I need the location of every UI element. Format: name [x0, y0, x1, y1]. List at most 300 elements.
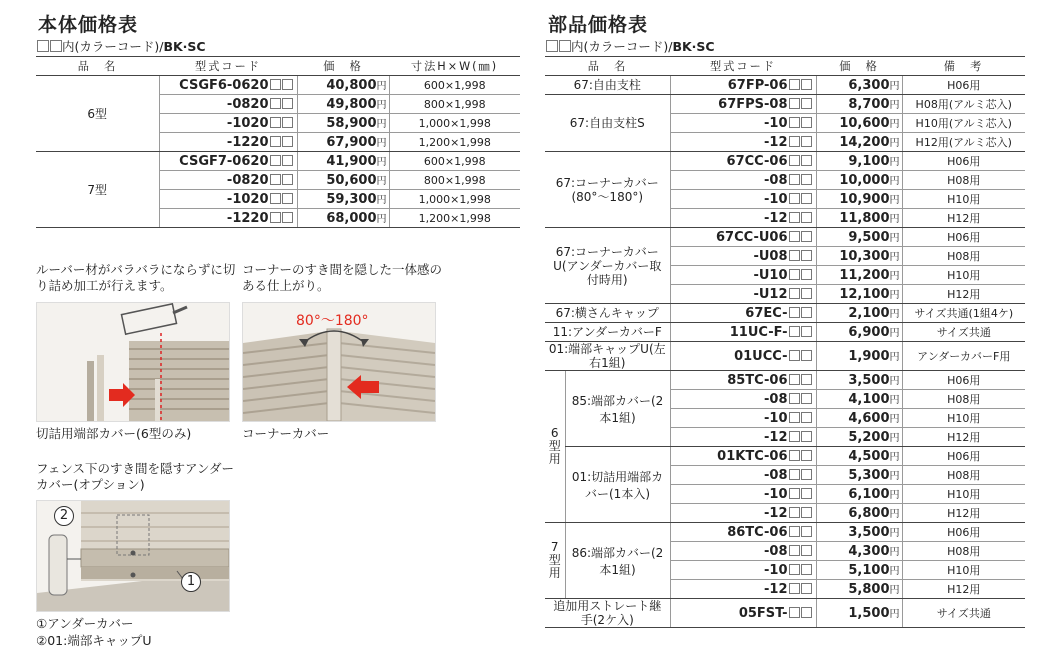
yen-unit: 円 — [889, 176, 900, 187]
group-name: 67:コーナーカバーU(アンダーカバー取付時用) — [545, 228, 670, 304]
price-cell — [816, 76, 902, 95]
model-code-text: -12 — [764, 134, 788, 150]
price-value: 59,300 — [326, 192, 377, 207]
model-code-text: -U08 — [753, 248, 788, 264]
angle-label-holder — [80, 306, 200, 326]
color-box-icon — [789, 412, 800, 423]
color-box-icon — [801, 469, 812, 480]
table-row — [545, 323, 1025, 342]
color-box-icon — [801, 155, 812, 166]
yen-unit: 円 — [889, 547, 900, 558]
model-code-cell — [670, 428, 816, 447]
color-box-icon — [789, 212, 800, 223]
price-value: 2,100 — [848, 306, 890, 321]
model-code-text: 11UC-F- — [729, 324, 788, 340]
price-value: 3,500 — [848, 373, 890, 388]
color-box-icon — [789, 488, 800, 499]
parts-color-code-note: 内(カラーコード)/BK·SC — [545, 37, 1023, 57]
model-code-cell — [670, 114, 816, 133]
model-code-text: -10 — [764, 191, 788, 207]
color-box-icon — [801, 564, 812, 575]
price-cell — [816, 304, 902, 323]
remarks-cell: H06用 — [902, 447, 1025, 466]
remarks-cell: H08用 — [902, 390, 1025, 409]
price-value: 11,200 — [839, 268, 890, 283]
price-cell — [816, 371, 902, 390]
model-code-cell — [670, 371, 816, 390]
model-code-cell — [159, 114, 297, 133]
model-code-cell — [670, 76, 816, 95]
table-row — [545, 447, 1025, 466]
model-code-cell — [670, 152, 816, 171]
group-name: 67:自由支柱S — [545, 95, 670, 152]
price-value: 5,100 — [848, 563, 890, 578]
yen-unit: 円 — [889, 138, 900, 149]
table-row — [545, 95, 1025, 114]
group-name: 85:端部カバー(2本1組) — [565, 371, 670, 447]
price-cell — [816, 152, 902, 171]
remarks-cell: H10用 — [902, 190, 1025, 209]
yen-unit: 円 — [889, 157, 900, 168]
table-row — [545, 342, 1025, 371]
model-code-cell — [159, 171, 297, 190]
model-code-text: CSGF6-0620 — [179, 77, 269, 93]
color-box-icon — [801, 212, 812, 223]
model-code-cell — [670, 190, 816, 209]
price-value: 9,500 — [848, 230, 890, 245]
color-box-icon — [789, 564, 800, 575]
group-name: 67:横さんキャップ — [545, 304, 670, 323]
cut-cover-caption: 切詰用端部カバー(6型のみ) — [36, 426, 192, 441]
parts-price-title: 部品価格表 — [548, 14, 649, 36]
color-box-icon — [789, 307, 800, 318]
model-code-cell — [159, 190, 297, 209]
remarks-cell: H10用(アルミ芯入) — [902, 114, 1025, 133]
model-code-text: 67FPS-08 — [718, 96, 788, 112]
model-code-text: -U10 — [753, 267, 788, 283]
color-box-icon — [801, 583, 812, 594]
model-code-text: -08 — [764, 391, 788, 407]
price-cell — [816, 228, 902, 247]
price-cell — [816, 323, 902, 342]
remarks-cell: H08用 — [902, 247, 1025, 266]
color-box-icon — [801, 526, 812, 537]
yen-unit: 円 — [889, 271, 900, 282]
group-name: 67:コーナーカバー(80°〜180°) — [545, 152, 670, 228]
price-value: 10,900 — [839, 192, 890, 207]
color-box-icon — [789, 583, 800, 594]
price-value: 5,200 — [848, 430, 890, 445]
model-code-text: -10 — [764, 486, 788, 502]
price-value: 4,100 — [848, 392, 890, 407]
color-box-icon — [801, 269, 812, 280]
color-box-icon — [270, 117, 281, 128]
model-code-cell — [670, 599, 816, 628]
color-box-icon — [789, 98, 800, 109]
yen-unit: 円 — [889, 100, 900, 111]
size-cell: 800×1,998 — [389, 171, 520, 190]
size-cell: 600×1,998 — [389, 76, 520, 95]
price-value: 3,500 — [848, 525, 890, 540]
price-cell — [816, 599, 902, 628]
header-remarks: 備 考 — [902, 57, 1025, 76]
color-box-icon — [270, 155, 281, 166]
header-product-name: 品 名 — [36, 57, 159, 76]
price-value: 1,900 — [848, 349, 890, 364]
yen-unit: 円 — [889, 528, 900, 539]
main-color-code-note: 内(カラーコード)/BK·SC — [36, 37, 518, 57]
yen-unit: 円 — [889, 566, 900, 577]
model-code-cell — [670, 447, 816, 466]
table-row — [545, 304, 1025, 323]
color-box-icon — [282, 155, 293, 166]
model-code-text: -10 — [764, 115, 788, 131]
model-code-cell — [670, 523, 816, 542]
remarks-cell: H06用 — [902, 371, 1025, 390]
color-box-icon — [282, 193, 293, 204]
model-code-cell — [159, 152, 297, 171]
price-cell — [297, 190, 389, 209]
price-value: 4,500 — [848, 449, 890, 464]
model-code-cell — [670, 504, 816, 523]
model-code-cell — [670, 304, 816, 323]
price-cell — [816, 409, 902, 428]
label-one-marker: 1 — [181, 572, 201, 592]
price-value: 6,900 — [848, 325, 890, 340]
color-box-icon — [270, 79, 281, 90]
model-code-cell — [670, 561, 816, 580]
color-box-icon — [789, 507, 800, 518]
remarks-cell: H06用 — [902, 228, 1025, 247]
model-code-text: -12 — [764, 210, 788, 226]
size-cell: 1,000×1,998 — [389, 114, 520, 133]
price-cell — [816, 561, 902, 580]
yen-unit: 円 — [889, 233, 900, 244]
remarks-cell: H08用 — [902, 171, 1025, 190]
price-cell — [816, 504, 902, 523]
color-box-icon — [789, 136, 800, 147]
feature-corner-text: コーナーのすき間を隠した一体感のある仕上がり。 — [242, 262, 443, 293]
color-box-icon — [789, 431, 800, 442]
model-code-cell — [670, 409, 816, 428]
header-product-name: 品 名 — [545, 57, 670, 76]
legend-under-cover: ①アンダーカバー — [36, 616, 134, 631]
price-value: 10,300 — [839, 249, 890, 264]
yen-unit: 円 — [889, 471, 900, 482]
price-cell — [816, 342, 902, 371]
model-code-cell — [159, 209, 297, 228]
group-name: 追加用ストレート継手(2ケ入) — [545, 599, 670, 628]
price-cell — [816, 542, 902, 561]
yen-unit: 円 — [889, 585, 900, 596]
color-box-icon — [789, 250, 800, 261]
remarks-cell: H08用 — [902, 542, 1025, 561]
model-code-text: 67CC-06 — [726, 153, 788, 169]
table-row — [545, 76, 1025, 95]
header-model-code: 型式コード — [670, 57, 816, 76]
color-box-icon — [801, 307, 812, 318]
header-price: 価 格 — [816, 57, 902, 76]
color-box-icon — [801, 545, 812, 556]
color-box-icon — [801, 117, 812, 128]
model-code-text: -U12 — [753, 286, 788, 302]
model-code-cell — [670, 266, 816, 285]
price-cell — [816, 133, 902, 152]
yen-unit: 円 — [376, 195, 387, 206]
color-box-icon — [789, 117, 800, 128]
price-cell — [816, 266, 902, 285]
model-code-text: -1220 — [226, 210, 269, 226]
remarks-cell: H12用 — [902, 580, 1025, 599]
yen-unit: 円 — [889, 81, 900, 92]
group-name: 6型 — [36, 76, 159, 152]
model-code-cell — [670, 133, 816, 152]
price-value: 67,900 — [326, 135, 377, 150]
yen-unit: 円 — [889, 490, 900, 501]
model-code-text: CSGF7-0620 — [179, 153, 269, 169]
model-code-text: -08 — [764, 543, 788, 559]
color-box-icon — [801, 193, 812, 204]
price-value: 41,900 — [326, 154, 377, 169]
model-code-cell — [159, 133, 297, 152]
price-value: 1,500 — [848, 606, 890, 621]
color-box-icon — [801, 412, 812, 423]
model-code-cell — [670, 95, 816, 114]
color-box-icon — [789, 469, 800, 480]
price-cell — [816, 447, 902, 466]
remarks-cell: H10用 — [902, 561, 1025, 580]
yen-unit: 円 — [889, 195, 900, 206]
remarks-cell: H10用 — [902, 266, 1025, 285]
yen-unit: 円 — [376, 100, 387, 111]
color-box-icon — [789, 393, 800, 404]
color-box-icon — [559, 40, 571, 52]
size-cell: 1,000×1,998 — [389, 190, 520, 209]
color-box-icon — [282, 117, 293, 128]
model-code-text: 85TC-06 — [727, 372, 788, 388]
yen-unit: 円 — [376, 119, 387, 130]
color-box-icon — [789, 374, 800, 385]
price-value: 10,000 — [839, 173, 890, 188]
table-row — [545, 228, 1025, 247]
price-value: 49,800 — [326, 97, 377, 112]
yen-unit: 円 — [376, 214, 387, 225]
model-code-cell — [670, 171, 816, 190]
price-value: 5,800 — [848, 582, 890, 597]
color-box-icon — [50, 40, 62, 52]
price-cell — [297, 209, 389, 228]
table-row — [545, 371, 1025, 390]
yen-unit: 円 — [376, 138, 387, 149]
remarks-cell: H12用 — [902, 209, 1025, 228]
price-cell — [816, 171, 902, 190]
color-box-icon — [801, 507, 812, 518]
color-box-icon — [801, 374, 812, 385]
model-code-cell — [670, 209, 816, 228]
price-cell — [816, 285, 902, 304]
price-value: 4,300 — [848, 544, 890, 559]
color-box-icon — [789, 526, 800, 537]
remarks-cell: サイズ共通 — [902, 323, 1025, 342]
size-cell: 600×1,998 — [389, 152, 520, 171]
price-value: 12,100 — [839, 287, 890, 302]
color-box-icon — [801, 607, 812, 618]
color-box-icon — [282, 79, 293, 90]
remarks-cell: H06用 — [902, 152, 1025, 171]
model-code-text: -0820 — [226, 172, 269, 188]
yen-unit: 円 — [889, 252, 900, 263]
color-box-icon — [801, 326, 812, 337]
legend-end-cap: ②01:端部キャップU — [36, 633, 152, 648]
header-size: 寸法H×W(㎜) — [389, 57, 520, 76]
color-box-icon — [282, 136, 293, 147]
color-box-icon — [37, 40, 49, 52]
remarks-cell: H10用 — [902, 485, 1025, 504]
price-value: 50,600 — [326, 173, 377, 188]
color-box-icon — [789, 326, 800, 337]
size-cell: 1,200×1,998 — [389, 133, 520, 152]
model-code-cell — [159, 95, 297, 114]
color-box-icon — [789, 79, 800, 90]
under-cover-text: フェンス下のすき間を隠すアンダーカバー(オプション) — [36, 461, 235, 492]
price-cell — [816, 209, 902, 228]
price-cell — [816, 114, 902, 133]
price-cell — [297, 114, 389, 133]
color-box-icon — [801, 174, 812, 185]
model-code-cell — [670, 580, 816, 599]
model-code-text: 67EC- — [745, 305, 788, 321]
model-code-cell — [670, 466, 816, 485]
yen-unit: 円 — [376, 81, 387, 92]
color-box-icon — [789, 155, 800, 166]
model-code-text: 86TC-06 — [727, 524, 788, 540]
model-code-text: -08 — [764, 467, 788, 483]
remarks-cell: H12用 — [902, 504, 1025, 523]
price-value: 6,100 — [848, 487, 890, 502]
color-box-icon — [801, 98, 812, 109]
yen-unit: 円 — [889, 309, 900, 320]
price-value: 40,800 — [326, 78, 377, 93]
remarks-cell: H08用(アルミ芯入) — [902, 95, 1025, 114]
corner-cover-caption: コーナーカバー — [242, 426, 330, 441]
price-cell — [816, 247, 902, 266]
remarks-cell: H12用 — [902, 285, 1025, 304]
model-side-label: 7型用 — [545, 523, 565, 599]
color-box-icon — [789, 545, 800, 556]
price-cell — [297, 76, 389, 95]
remarks-cell: H06用 — [902, 76, 1025, 95]
corner-angle-label: 80°〜180° — [296, 313, 369, 329]
group-name: 01:端部キャップU(左右1組) — [545, 342, 670, 371]
price-cell — [816, 523, 902, 542]
price-value: 58,900 — [326, 116, 377, 131]
model-code-text: -12 — [764, 429, 788, 445]
price-cell — [297, 133, 389, 152]
yen-unit: 円 — [889, 452, 900, 463]
model-code-text: -1020 — [226, 115, 269, 131]
model-code-cell — [670, 542, 816, 561]
color-box-icon — [270, 136, 281, 147]
price-cell — [297, 152, 389, 171]
color-box-icon — [282, 212, 293, 223]
table-row — [545, 152, 1025, 171]
color-box-icon — [801, 79, 812, 90]
model-code-text: -12 — [764, 505, 788, 521]
color-box-icon — [801, 350, 812, 361]
remarks-cell: H08用 — [902, 466, 1025, 485]
model-code-cell — [670, 485, 816, 504]
yen-unit: 円 — [889, 290, 900, 301]
model-code-text: 67CC-U06 — [716, 229, 788, 245]
price-value: 14,200 — [839, 135, 890, 150]
price-cell — [816, 580, 902, 599]
model-code-text: 01UCC- — [734, 348, 788, 364]
yen-unit: 円 — [889, 609, 900, 620]
color-box-icon — [270, 98, 281, 109]
main-price-table — [36, 56, 520, 228]
model-code-text: -0820 — [226, 96, 269, 112]
yen-unit: 円 — [889, 395, 900, 406]
color-box-icon — [270, 212, 281, 223]
price-value: 10,600 — [839, 116, 890, 131]
model-code-text: 67FP-06 — [727, 77, 788, 93]
table-row — [36, 76, 520, 95]
price-value: 4,600 — [848, 411, 890, 426]
model-code-text: -12 — [764, 581, 788, 597]
model-code-cell — [670, 285, 816, 304]
remarks-cell: アンダーカバーF用 — [902, 342, 1025, 371]
parts-price-table — [545, 56, 1025, 628]
remarks-cell: サイズ共通(1組4ケ) — [902, 304, 1025, 323]
price-cell — [816, 485, 902, 504]
price-cell — [816, 466, 902, 485]
header-price: 価 格 — [297, 57, 389, 76]
color-box-icon — [801, 393, 812, 404]
price-value: 6,800 — [848, 506, 890, 521]
group-name: 86:端部カバー(2本1組) — [565, 523, 670, 599]
model-code-cell — [670, 228, 816, 247]
color-box-icon — [789, 231, 800, 242]
table-row — [545, 523, 1025, 542]
model-code-text: -1220 — [226, 134, 269, 150]
size-cell: 1,200×1,998 — [389, 209, 520, 228]
yen-unit: 円 — [376, 157, 387, 168]
group-name: 67:自由支柱 — [545, 76, 670, 95]
model-side-label: 6型用 — [545, 371, 565, 523]
main-price-title: 本体価格表 — [38, 14, 139, 36]
price-value: 6,300 — [848, 78, 890, 93]
price-cell — [816, 190, 902, 209]
price-value: 9,100 — [848, 154, 890, 169]
color-box-icon — [801, 450, 812, 461]
remarks-cell: H12用(アルミ芯入) — [902, 133, 1025, 152]
yen-unit: 円 — [889, 433, 900, 444]
color-box-icon — [789, 350, 800, 361]
yen-unit: 円 — [889, 119, 900, 130]
color-box-icon — [282, 98, 293, 109]
header-model-code: 型式コード — [159, 57, 297, 76]
model-code-cell — [670, 390, 816, 409]
price-cell — [297, 171, 389, 190]
price-cell — [816, 95, 902, 114]
color-box-icon — [789, 450, 800, 461]
remarks-cell: H12用 — [902, 428, 1025, 447]
table-row — [545, 599, 1025, 628]
price-cell — [816, 428, 902, 447]
remarks-cell: サイズ共通 — [902, 599, 1025, 628]
model-code-cell — [670, 342, 816, 371]
model-code-text: 01KTC-06 — [717, 448, 788, 464]
